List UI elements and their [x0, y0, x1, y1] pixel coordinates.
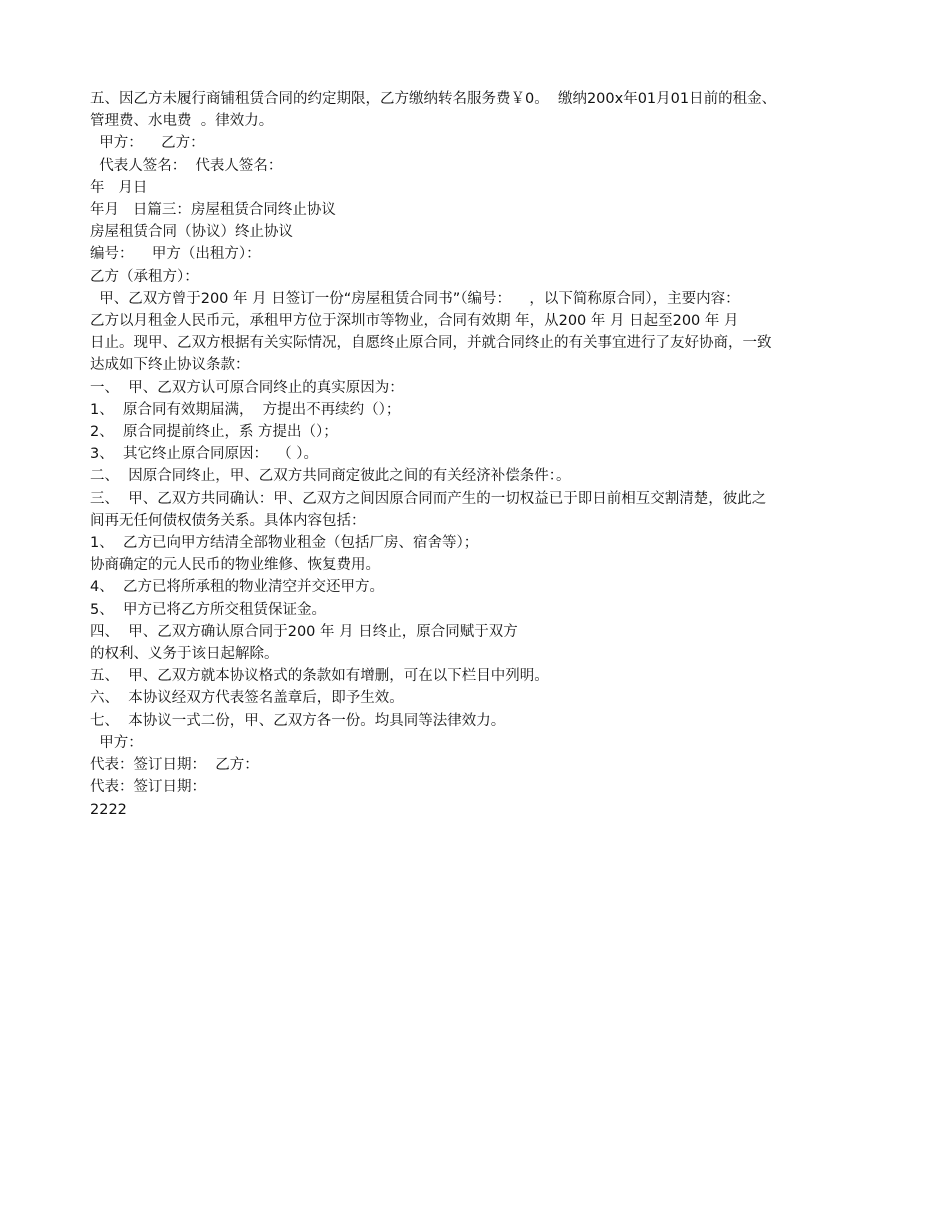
section-heading: 年月 日篇三：房屋租赁合同终止协议 [90, 202, 336, 219]
text-line: 五、因乙方未履行商铺租赁合同的约定期限，乙方缴纳转名服务费￥0。 缴纳200x年01月01日前的租金、 [90, 91, 777, 107]
clause-line: 七、 本协议一式二份，甲、乙双方各一份。均具同等法律效力。 [90, 712, 506, 729]
clause-line: 1、 乙方已向甲方结清全部物业租金（包括厂房、宿舍等）； [90, 535, 479, 552]
signature-line: 甲方： [90, 734, 143, 751]
text-line: 日止。现甲、乙双方根据有关实际情况，自愿终止原合同，并就合同终止的有关事宜进行了友好协商，一致 [90, 335, 772, 352]
text-line: 达成如下终止协议条款： [90, 357, 250, 374]
clause-line: 六、 本协议经双方代表签名盖章后，即予生效。 [90, 690, 404, 707]
clause-line: 五、 甲、乙双方就本协议格式的条款如有增删，可在以下栏目中列明。 [90, 668, 549, 685]
clause-line: 间再无任何债权债务关系。具体内容包括： [90, 512, 366, 529]
clause-line: 二、 因原合同终止，甲、乙双方共同商定彼此之间的有关经济补偿条件：。 [90, 468, 571, 485]
clause-line: 三、 甲、乙双方共同确认：甲、乙双方之间因原合同而产生的一切权益已于即日前相互交割清楚，彼此之 [90, 490, 767, 507]
clause-line: 2、 原合同提前终止，系 方提出（）； [90, 424, 338, 441]
clause-line: 5、 甲方已将乙方所交租赁保证金。 [90, 601, 326, 618]
text-line: 编号： 甲方（出租方）： [90, 246, 261, 263]
signature-line: 代表：签订日期： 乙方： [90, 757, 259, 774]
clause-line: 协商确定的元人民币的物业维修、恢复费用。 [90, 557, 380, 574]
signature-line: 代表：签订日期： [90, 779, 206, 796]
signature-line: 代表人签名： 代表人签名： [90, 157, 283, 174]
text-line: 乙方（承租方）： [90, 268, 199, 285]
document-body [90, 88, 870, 821]
clause-line: 1、 原合同有效期届满， 方提出不再续约（）； [90, 401, 401, 418]
clause-line: 3、 其它终止原合同原因： （ ）。 [90, 446, 319, 463]
clause-line: 一、 甲、乙双方认可原合同终止的真实原因为： [90, 379, 404, 396]
date-line: 年 月日 [90, 179, 148, 196]
document-title: 房屋租赁合同（协议）终止协议 [90, 224, 293, 241]
text-line: 甲、乙双方曾于200 年 月 日签订一份“房屋租赁合同书”（编号： ，以下简称原合同），主要内容： [90, 290, 740, 307]
clause-line: 四、 甲、乙双方确认原合同于200 年 月 日终止，原合同赋于双方 [90, 623, 518, 640]
clause-line: 4、 乙方已将所承租的物业清空并交还甲方。 [90, 579, 384, 596]
page-footer-text: 2222 [90, 801, 127, 818]
clause-line: 的权利、义务于该日起解除。 [90, 646, 279, 663]
signature-line: 甲方： 乙方： [90, 135, 205, 152]
text-line: 管理费、水电费 。律效力。 [90, 113, 274, 130]
text-line: 乙方以月租金人民币元，承租甲方位于深圳市等物业，合同有效期 年，从200 年 月 日起至200 年 月 [90, 313, 739, 330]
